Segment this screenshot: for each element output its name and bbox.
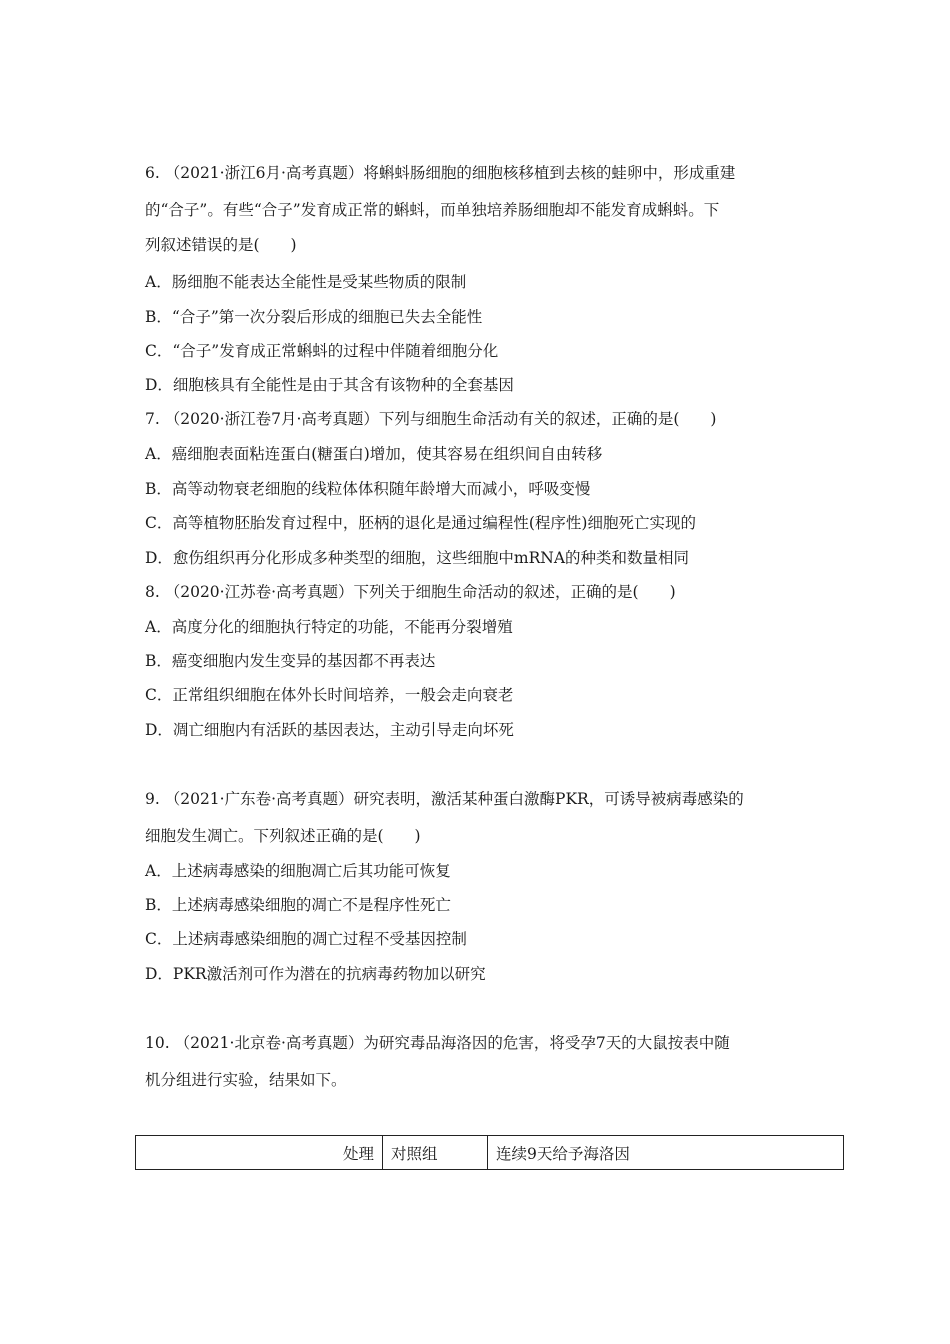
q6-option-c: C．“合子”发育成正常蝌蚪的过程中伴随着细胞分化 bbox=[145, 342, 499, 360]
q6-stem-line2: 的“合子”。有些“合子”发育成正常的蝌蚪，而单独培养肠细胞却不能发育成蝌蚪。下 bbox=[145, 201, 720, 219]
q9-option-b: B．上述病毒感染细胞的凋亡不是程序性死亡 bbox=[145, 896, 451, 914]
q8-option-a: A．高度分化的细胞执行特定的功能，不能再分裂增殖 bbox=[145, 618, 513, 636]
q9-option-c: C．上述病毒感染细胞的凋亡过程不受基因控制 bbox=[145, 930, 467, 948]
q7-option-b: B．高等动物衰老细胞的线粒体体积随年龄增大而减小，呼吸变慢 bbox=[145, 480, 591, 498]
q10-stem-line2: 机分组进行实验，结果如下。 bbox=[145, 1071, 347, 1089]
table-cell-control: 对照组 bbox=[383, 1136, 488, 1170]
q8-option-d: D．凋亡细胞内有活跃的基因表达，主动引导走向坏死 bbox=[145, 721, 514, 739]
q8-option-c: C．正常组织细胞在体外长时间培养，一般会走向衰老 bbox=[145, 686, 514, 704]
q9-option-a: A．上述病毒感染的细胞凋亡后其功能可恢复 bbox=[145, 862, 451, 880]
q8-option-b: B．癌变细胞内发生变异的基因都不再表达 bbox=[145, 652, 436, 670]
table-cell-treatment: 处理 bbox=[136, 1136, 383, 1170]
q6-option-d: D．细胞核具有全能性是由于其含有该物种的全套基因 bbox=[145, 376, 514, 394]
q7-option-d: D．愈伤组织再分化形成多种类型的细胞，这些细胞中mRNA的种类和数量相同 bbox=[145, 549, 690, 567]
q7-stem-line1: 7. （2020·浙江卷7月·高考真题）下列与细胞生命活动有关的叙述，正确的是( ) bbox=[145, 410, 717, 428]
q7-option-c: C．高等植物胚胎发育过程中，胚柄的退化是通过编程性(程序性)细胞死亡实现的 bbox=[145, 514, 696, 532]
q6-option-b: B．“合子”第一次分裂后形成的细胞已失去全能性 bbox=[145, 308, 483, 326]
q8-stem-line1: 8. （2020·江苏卷·高考真题）下列关于细胞生命活动的叙述，正确的是( ) bbox=[145, 583, 676, 601]
q10-table bbox=[135, 1135, 844, 1170]
q7-option-a: A．癌细胞表面粘连蛋白(糖蛋白)增加，使其容易在组织间自由转移 bbox=[145, 445, 603, 463]
q6-stem-line3: 列叙述错误的是( ) bbox=[145, 236, 297, 254]
q6-stem-line1: 6. （2021·浙江6月·高考真题）将蝌蚪肠细胞的细胞核移植到去核的蛙卵中，形成重建 bbox=[145, 164, 736, 182]
q9-option-d: D．PKR激活剂可作为潜在的抗病毒药物加以研究 bbox=[145, 965, 486, 983]
table-row bbox=[136, 1136, 844, 1170]
q9-stem-line2: 细胞发生凋亡。下列叙述正确的是( ) bbox=[145, 827, 421, 845]
q9-stem-line1: 9. （2021·广东卷·高考真题）研究表明，激活某种蛋白激酶PKR，可诱导被病毒感染的 bbox=[145, 790, 744, 808]
table-cell-heroin: 连续9天给予海洛因 bbox=[488, 1136, 844, 1170]
q6-option-a: A．肠细胞不能表达全能性是受某些物质的限制 bbox=[145, 273, 467, 291]
q10-stem-line1: 10. （2021·北京卷·高考真题）为研究毒品海洛因的危害，将受孕7天的大鼠按表中随 bbox=[145, 1034, 730, 1052]
